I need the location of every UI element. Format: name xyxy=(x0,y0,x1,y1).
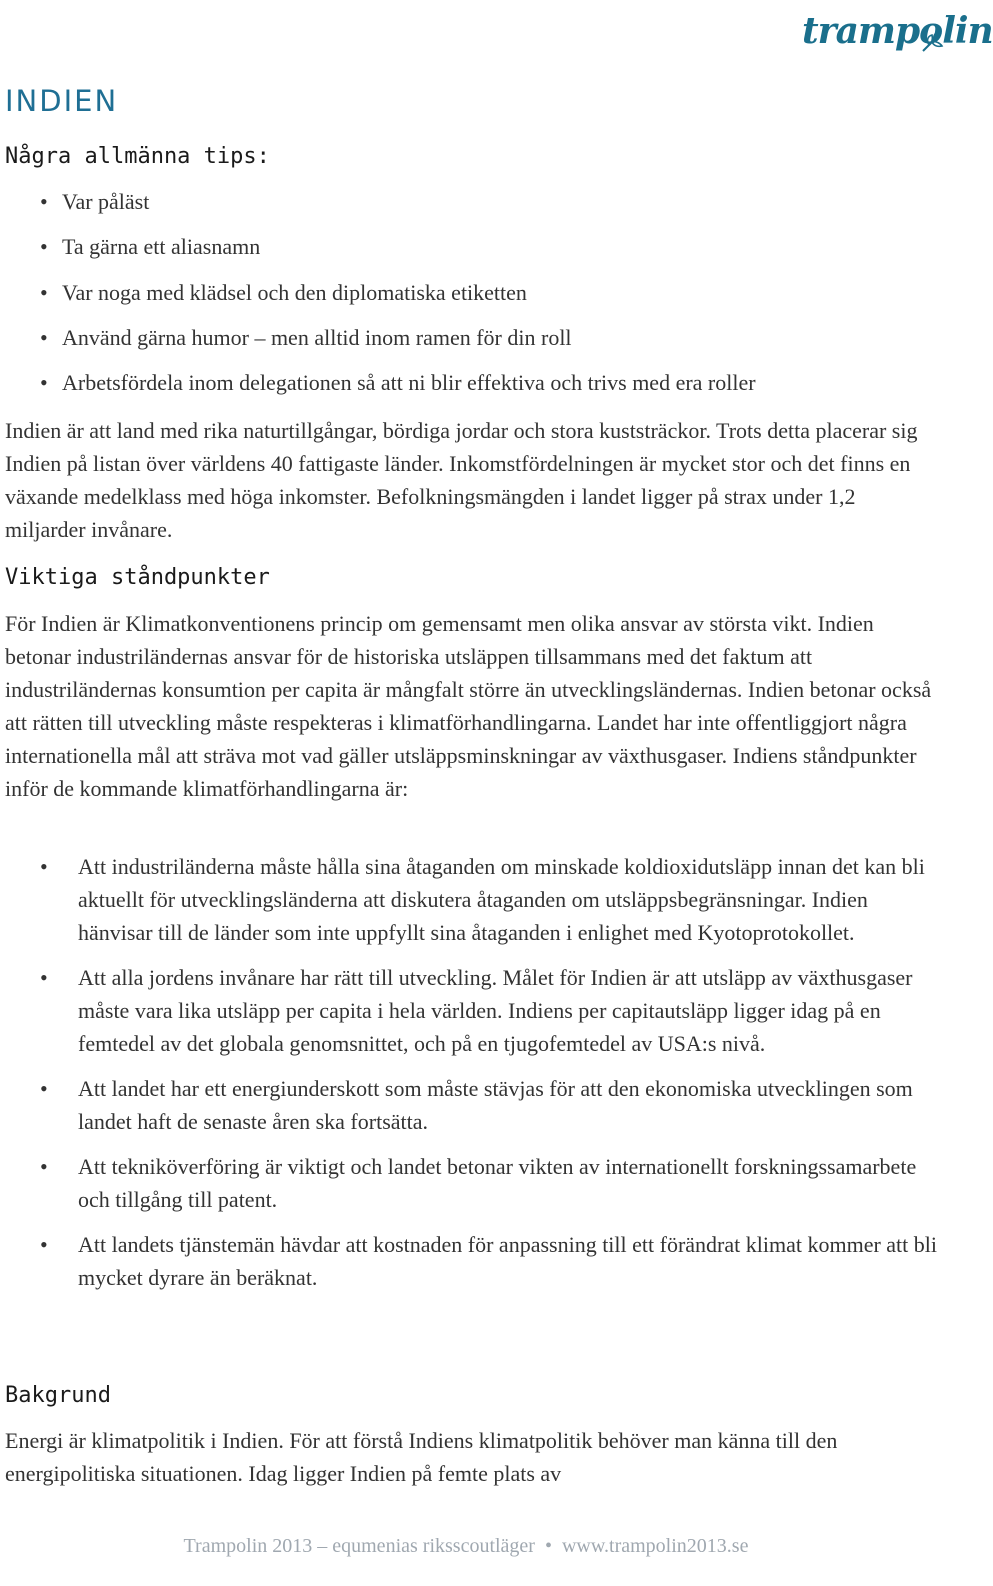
page-title: INDIEN xyxy=(5,84,119,118)
logo-text: trampolin xyxy=(802,10,993,52)
background-paragraph: Energi är klimatpolitik i Indien. För att förstå Indiens klimatpolitik behöver man känna till den energipolitiska situationen. Idag ligger Indien på femte plats av xyxy=(5,1428,838,1486)
stances-list xyxy=(40,850,940,1306)
tips-heading: Några allmänna tips: xyxy=(5,144,270,169)
list-item: • Var påläst xyxy=(40,185,756,230)
list-item: • Att industriländerna måste hålla sina åtaganden om minskade koldioxidutsläpp innan det kan bli aktuellt för utvecklingsländerna att diskutera åtaganden om utsläppsbegränsningar. Indien hänvisar till de länder som inte uppfyllt sina åtaganden i enlighet med Kyotoprotokollet. xyxy=(40,850,940,949)
list-item: • Att landets tjänstemän hävdar att kostnaden för anpassning till ett förändrat klimat kommer att bli mycket dyrare än beräknat. xyxy=(40,1228,940,1294)
list-item: • Arbetsfördela inom delegationen så att ni blir effektiva och trivs med era roller xyxy=(40,366,756,411)
background-heading: Bakgrund xyxy=(5,1383,111,1408)
footer-website-link[interactable]: www.trampolin2013.se xyxy=(561,1535,749,1557)
list-item: • Använd gärna humor – men alltid inom ramen för din roll xyxy=(40,321,756,366)
list-item: • Var noga med klädsel och den diplomatiska etiketten xyxy=(40,276,756,321)
leaf-icon xyxy=(920,28,946,54)
trampolin-logo xyxy=(800,4,993,74)
stances-paragraph: För Indien är Klimatkonventionens princip om gemensamt men olika ansvar av största vikt. Indien betonar industriländernas ansvar för de historiska utsläppen tillsammans med det faktum att industriländernas konsumtion per capita är mångfalt större än utvecklingsländernas. Indien betonar också att rätten till utveckling måste respekteras i klimatförhandlingarna. Landet har inte offentliggjort några internationella mål att sträva mot vad gäller utsläppsminskningar av växthusgaser. Indiens ståndpunkter inför de kommande klimatförhandlingarna är: xyxy=(5,611,932,801)
stances-heading: Viktiga ståndpunkter xyxy=(5,565,270,590)
list-item: • Ta gärna ett aliasnamn xyxy=(40,230,756,275)
page-footer xyxy=(0,1535,932,1558)
footer-title: Trampolin 2013 – equmenias riksscoutläger xyxy=(183,1535,535,1557)
footer-separator: • xyxy=(544,1535,552,1557)
list-item: • Att landet har ett energiunderskott som måste stävjas för att den ekonomiska utvecklingen som landet haft de senaste åren ska fortsätta. xyxy=(40,1072,940,1138)
tips-list xyxy=(40,185,756,411)
intro-paragraph: Indien är att land med rika naturtillgångar, bördiga jordar och stora kuststräckor. Trots detta placerar sig Indien på listan över världens 40 fattigaste länder. Inkomstfördelningen är mycket stor och det finns en växande medelklass med höga inkomster. Befolkningsmängden i landet ligger på strax under 1,2 miljarder invånare. xyxy=(5,418,918,542)
list-item: • Att tekniköverföring är viktigt och landet betonar vikten av internationellt forskningssamarbete och tillgång till patent. xyxy=(40,1150,940,1216)
list-item: • Att alla jordens invånare har rätt till utveckling. Målet för Indien är att utsläpp av växthusgaser måste vara lika utsläpp per capita i hela världen. Indiens per capitautsläpp ligger idag på en femtedel av det globala genomsnittet, och på en tjugofemtedel av USA:s nivå. xyxy=(40,961,940,1060)
